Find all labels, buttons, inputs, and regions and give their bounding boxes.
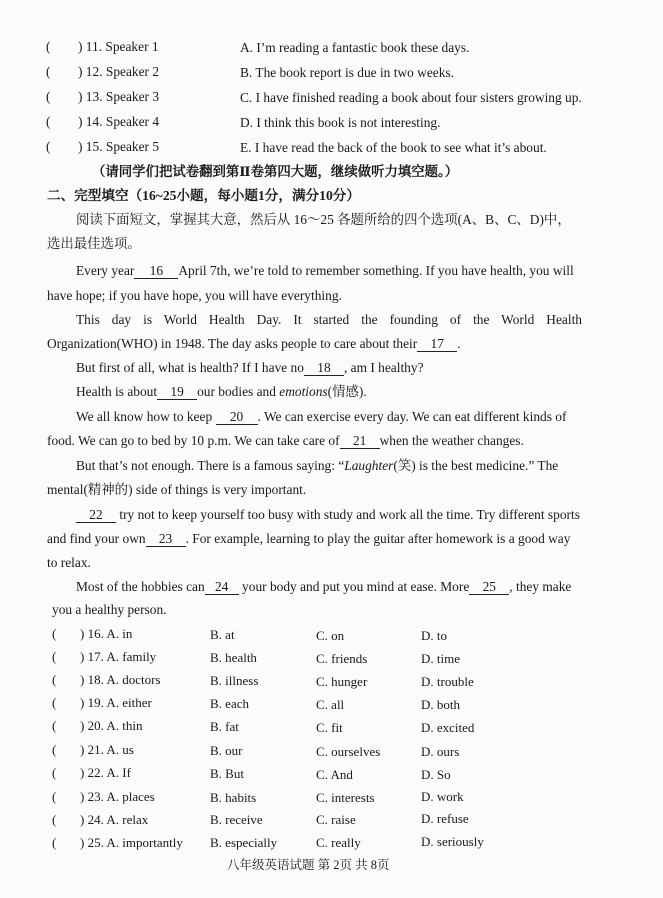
answer-paren: ( (46, 114, 51, 129)
instruction-line-1: 阅读下面短文，掌握其大意，然后从 16～25 各题所给的四个选项(A、B、C、D)中， (76, 212, 571, 227)
blank-16: 16 (134, 263, 178, 279)
passage-text: Health is about (76, 384, 158, 399)
option-b: B. But (210, 766, 244, 781)
listening-option: B. The book report is due in two weeks. (240, 65, 454, 80)
speaker-label: ) 12. Speaker 2 (78, 64, 160, 79)
option-b: B. at (210, 627, 235, 642)
passage-line: you a healthy person. (52, 602, 167, 617)
passage-line (76, 383, 367, 401)
passage-text: Most of the hobbies can (76, 579, 205, 594)
speaker-label: ) 13. Speaker 3 (78, 89, 160, 104)
blank-19: 19 (157, 384, 197, 400)
passage-text: . (457, 336, 461, 351)
passage-line: have hope; if you have hope, you will have everything. (47, 288, 342, 303)
passage-text: . For example, learning to play the guitar after homework is a good way (185, 531, 571, 546)
answer-paren: ( (46, 39, 51, 54)
option-b: B. each (210, 696, 249, 711)
instruction-line-2: 选出最佳选项。 (47, 236, 141, 251)
passage-text: and find your own (47, 531, 146, 546)
option-a: ) 25. A. importantly (80, 835, 183, 850)
option-a: ) 19. A. either (80, 695, 152, 710)
passage-text: food. We can go to bed by 10 p.m. We can take care of (47, 433, 340, 448)
passage-line: mental(精神的) side of things is very important. (47, 482, 307, 497)
passage-line (76, 359, 424, 377)
answer-paren: ( (52, 835, 57, 850)
option-c: C. interests (316, 790, 375, 805)
passage-text: Organization(WHO) in 1948. The day asks people to care about their (47, 336, 418, 351)
passage-text: when the weather changes. (379, 433, 524, 448)
passage-line (76, 457, 558, 475)
option-c: C. really (316, 835, 361, 850)
answer-paren: ( (52, 765, 57, 780)
passage-text: (笑) is the best medicine.” The (393, 458, 559, 473)
option-c: C. ourselves (316, 744, 381, 759)
option-d: D. So (421, 767, 451, 782)
listening-option: E. I have read the back of the book to see what it’s about. (240, 140, 547, 155)
option-c: C. all (316, 697, 345, 712)
answer-paren: ( (52, 812, 57, 827)
blank-17: 17 (417, 336, 457, 352)
answer-paren: ( (46, 139, 51, 154)
blank-21: 21 (340, 433, 380, 449)
passage-line: to relax. (47, 555, 91, 570)
answer-paren: ( (52, 718, 57, 733)
passage-line (47, 335, 461, 353)
passage-text: (情感). (327, 384, 367, 399)
listening-note: （请同学们把试卷翻到第Ⅱ卷第四大题，继续做听力填空题。） (92, 164, 459, 179)
speaker-label: ) 15. Speaker 5 (78, 139, 160, 154)
answer-paren: ( (46, 89, 51, 104)
answer-paren: ( (52, 672, 57, 687)
option-a: ) 22. A. If (80, 765, 131, 780)
option-c: C. raise (316, 812, 356, 827)
listening-option: A. I’m reading a fantastic book these days. (240, 40, 470, 55)
option-a: ) 20. A. thin (80, 718, 143, 733)
section-heading: 二、完型填空（16~25小题，每小题1分，满分10分） (47, 188, 360, 203)
passage-text: our bodies and (197, 384, 276, 399)
option-d: D. seriously (421, 834, 484, 849)
option-c: C. friends (316, 651, 368, 666)
passage-text: But first of all, what is health? If I have no (76, 360, 304, 375)
blank-22: 22 (76, 507, 116, 523)
passage-line (76, 506, 580, 524)
passage-text: April 7th, we’re told to remember something. If you have health, you will (178, 263, 574, 278)
option-a: ) 24. A. relax (80, 812, 149, 827)
option-b: B. health (210, 650, 257, 665)
answer-paren: ( (52, 649, 57, 664)
option-c: C. And (316, 767, 353, 782)
option-d: D. trouble (421, 674, 474, 689)
option-b: B. receive (210, 812, 263, 827)
speaker-label: ) 11. Speaker 1 (78, 39, 159, 54)
option-b: B. our (210, 743, 243, 758)
option-a: ) 16. A. in (80, 626, 133, 641)
passage-line (76, 262, 574, 280)
option-c: C. fit (316, 720, 343, 735)
passage-text: , am I healthy? (343, 360, 424, 375)
blank-23: 23 (146, 531, 186, 547)
passage-line (76, 578, 571, 596)
option-c: C. hunger (316, 674, 368, 689)
passage-text: But that’s not enough. There is a famous saying: “ (76, 458, 345, 473)
passage-line (47, 530, 570, 548)
option-b: B. fat (210, 719, 239, 734)
passage-text: We all know how to keep (76, 409, 213, 424)
passage-italic: Laughter (344, 458, 394, 473)
answer-paren: ( (52, 695, 57, 710)
option-d: D. both (421, 697, 460, 712)
option-d: D. to (421, 628, 447, 643)
passage-italic: emotions (279, 384, 328, 399)
passage-text: , they make (509, 579, 572, 594)
passage-line (47, 432, 524, 450)
option-a: ) 21. A. us (80, 742, 134, 757)
option-b: B. habits (210, 790, 257, 805)
option-d: D. ours (421, 744, 460, 759)
option-b: B. especially (210, 835, 278, 850)
passage-text: . We can exercise every day. We can eat different kinds of (257, 409, 567, 424)
blank-18: 18 (304, 360, 344, 376)
passage-text: Every year (76, 263, 135, 278)
blank-25: 25 (469, 579, 509, 595)
option-a: ) 23. A. places (80, 789, 155, 804)
passage-text: your body and put you mind at ease. More (242, 579, 470, 594)
speaker-label: ) 14. Speaker 4 (78, 114, 160, 129)
passage-text: try not to keep yourself too busy with study and work all the time. Try different sports (119, 507, 580, 522)
passage-line (76, 408, 566, 426)
option-d: D. time (421, 651, 460, 666)
option-b: B. illness (210, 673, 259, 688)
option-c: C. on (316, 628, 345, 643)
option-a: ) 18. A. doctors (80, 672, 161, 687)
option-d: D. excited (421, 720, 475, 735)
passage-line: This day is World Health Day. It started the founding of the World Health (76, 312, 582, 327)
answer-paren: ( (46, 64, 51, 79)
page-footer: 八年级英语试题 第 2页 共 8页 (227, 858, 390, 872)
option-d: D. refuse (421, 811, 469, 826)
listening-option: D. I think this book is not interesting. (240, 115, 441, 130)
option-d: D. work (421, 789, 464, 804)
answer-paren: ( (52, 626, 57, 641)
blank-20: 20 (216, 409, 258, 425)
answer-paren: ( (52, 742, 57, 757)
blank-24: 24 (205, 579, 239, 595)
answer-paren: ( (52, 789, 57, 804)
option-a: ) 17. A. family (80, 649, 157, 664)
listening-option: C. I have finished reading a book about four sisters growing up. (240, 90, 582, 105)
